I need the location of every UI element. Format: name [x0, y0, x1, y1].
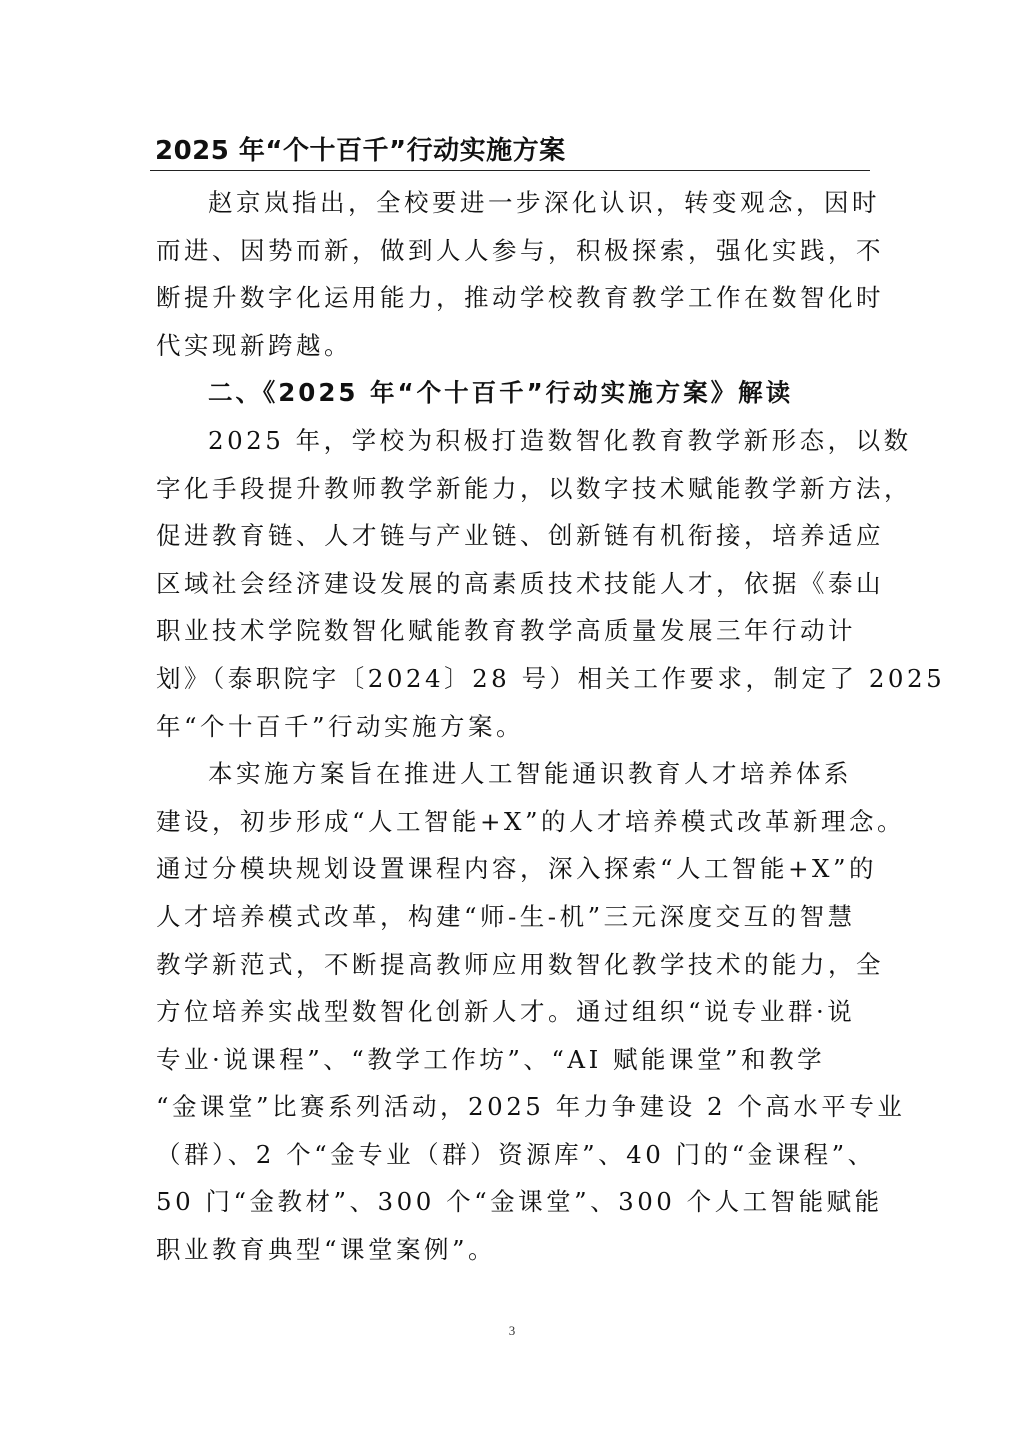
paragraph-line: 划》（泰职院字〔2024〕28 号）相关工作要求，制定了 2025: [156, 663, 946, 693]
paragraph-line: 50 门“金教材”、300 个“金课堂”、300 个人工智能赋能: [156, 1187, 883, 1217]
paragraph-line: 专业·说课程”、“教学工作坊”、“AI 赋能课堂”和教学: [156, 1044, 826, 1074]
paragraph-line: 赵京岚指出，全校要进一步深化认识，转变观念，因时: [208, 188, 880, 217]
paragraph-line: 区域社会经济建设发展的高素质技术技能人才，依据《泰山: [156, 568, 884, 598]
document-body: [156, 179, 946, 1274]
section-heading: 二、《2025 年“个十百千”行动实施方案》解读: [208, 378, 794, 408]
header-rule: [150, 170, 870, 171]
paragraph-line: 而进、因势而新，做到人人参与，积极探索，强化实践，不: [156, 235, 884, 265]
paragraph-line: 2025 年，学校为积极打造数智化教育教学新形态，以数: [208, 425, 912, 455]
paragraph-line: 方位培养实战型数智化创新人才。通过组织“说专业群·说: [156, 997, 856, 1027]
paragraph-line: 字化手段提升教师教学新能力，以数字技术赋能教学新方法，: [156, 473, 912, 503]
paragraph-line: 职业教育典型“课堂案例”。: [156, 1235, 497, 1265]
paragraph-line: 断提升数字化运用能力，推动学校教育教学工作在数智化时: [156, 283, 884, 313]
paragraph-line: 通过分模块规划设置课程内容，深入探索“人工智能+X”的: [156, 854, 878, 884]
page-number: 3: [508, 1323, 516, 1338]
paragraph-line: 教学新范式，不断提高教师应用数智化教学技术的能力，全: [156, 949, 884, 979]
running-header-title: 2025 年“个十百千”行动实施方案: [155, 136, 566, 166]
paragraph-line: 人才培养模式改革，构建“师-生-机”三元深度交互的智慧: [156, 901, 856, 931]
paragraph-line: 年“个十百千”行动实施方案。: [156, 711, 525, 741]
paragraph-line: 本实施方案旨在推进人工智能通识教育人才培养体系: [208, 759, 852, 789]
paragraph-line: “金课堂”比赛系列活动，2025 年力争建设 2 个高水平专业: [156, 1092, 906, 1122]
paragraph-line: 建设，初步形成“人工智能+X”的人才培养模式改革新理念。: [156, 806, 906, 836]
paragraph-line: 代实现新跨越。: [156, 330, 352, 360]
paragraph-line: 职业技术学院数智化赋能教育教学高质量发展三年行动计: [156, 616, 856, 646]
paragraph-line: 促进教育链、人才链与产业链、创新链有机衔接，培养适应: [156, 521, 884, 551]
paragraph-line: （群）、2 个“金专业（群）资源库”、40 门的“金课程”、: [156, 1139, 876, 1169]
